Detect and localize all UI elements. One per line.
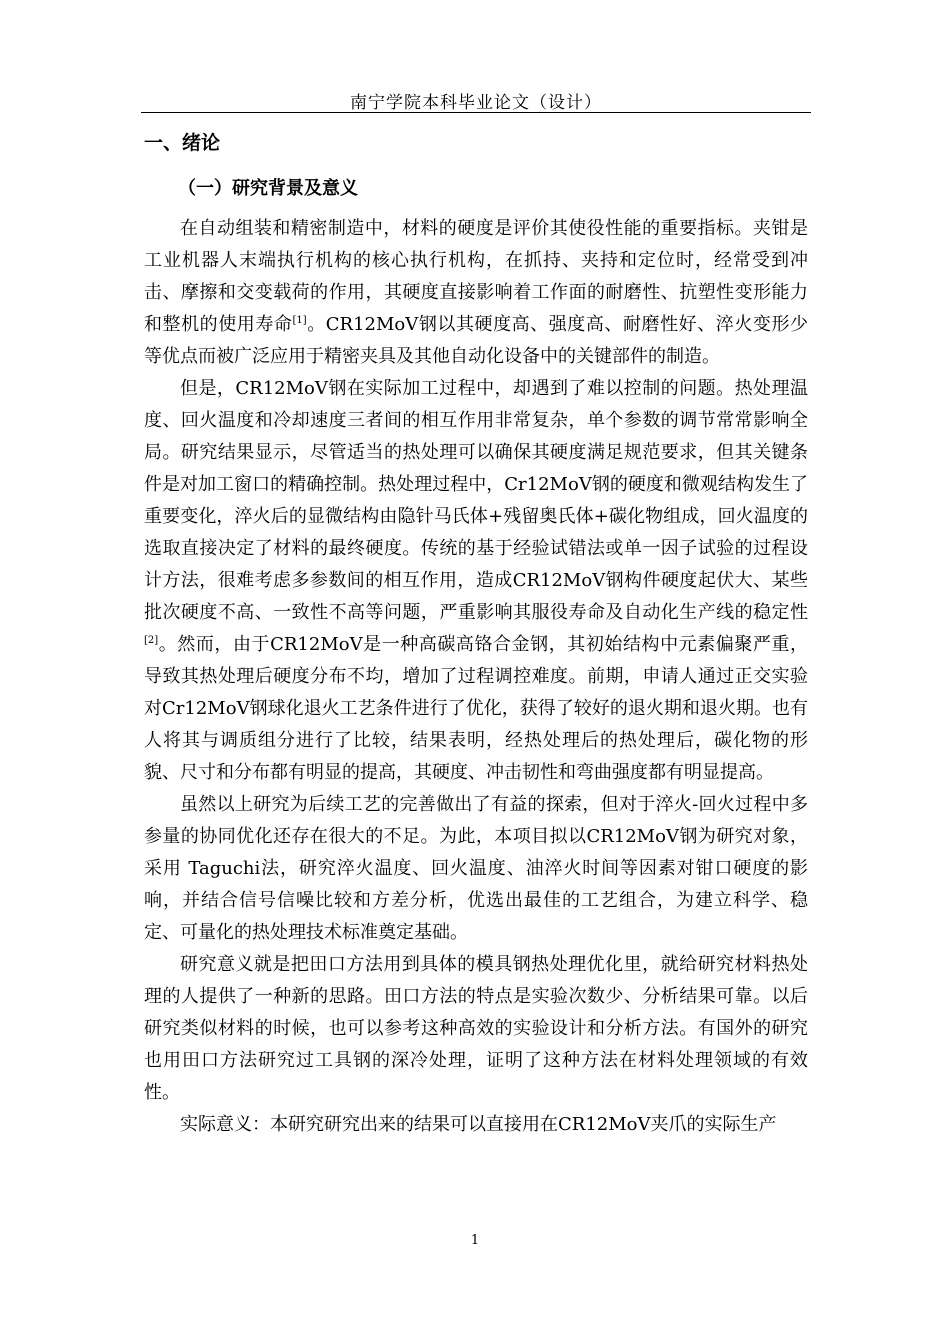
paragraph-5	[144, 1109, 808, 1141]
header-divider	[141, 112, 811, 113]
citation-ref-1: [1]	[292, 315, 307, 326]
paragraph-2	[144, 373, 808, 789]
paragraph-3	[144, 789, 808, 949]
section-heading: 一、绪论	[144, 132, 221, 154]
paragraph-1	[144, 213, 808, 373]
paragraph-text: 实际意义：本研究研究出来的结果可以直接用在CR12MoV夹爪的实际生产	[180, 1114, 777, 1135]
paragraph-text: 。然而，由于CR12MoV是一种高碳高铬合金钢，其初始结构中元素偏聚严重，导致其热处理后硬度分布不均，增加了过程调控难度。前期，申请人通过正交实验对Cr12MoV钢球化退火工艺条件进行了优化，获得了较好的退火期和退火期。也有人将其与调质组分进行了比较，结果表明，经热处理后的热处理后，碳化物的形貌、尺寸和分布都有明显的提高，其硬度、冲击韧性和弯曲强度都有明显提高。	[144, 634, 808, 783]
subsection-heading: （一）研究背景及意义	[178, 178, 358, 199]
paragraph-text: 但是，CR12MoV钢在实际加工过程中，却遇到了难以控制的问题。热处理温度、回火温度和冷却速度三者间的相互作用非常复杂，单个参数的调节常常影响全局。研究结果显示，尽管适当的热处理可以确保其硬度满足规范要求，但其关键条件是对加工窗口的精确控制。热处理过程中，Cr12MoV钢的硬度和微观结构发生了重要变化，淬火后的显微结构由隐针马氏体+残留奥氏体+碳化物组成，回火温度的选取直接决定了材料的最终硬度。传统的基于经验试错法或单一因子试验的过程设计方法，很难考虑多参数间的相互作用，造成CR12MoV钢构件硬度起伏大、某些批次硬度不高、一致性不高等问题，严重影响其服役寿命及自动化生产线的稳定性	[144, 378, 808, 623]
paragraph-text: 虽然以上研究为后续工艺的完善做出了有益的探索，但对于淬火-回火过程中多参量的协同优化还存在很大的不足。为此，本项目拟以CR12MoV钢为研究对象，采用 Taguchi法，研究淬火温度、回火温度、油淬火时间等因素对钳口硬度的影响，并结合信号信噪比较和方差分析，优选出最佳的工艺组合，为建立科学、稳定、可量化的热处理技术标准奠定基础。	[144, 794, 808, 943]
body-text	[144, 213, 808, 1141]
citation-ref-2: [2]	[144, 635, 159, 646]
paragraph-4	[144, 949, 808, 1109]
paragraph-text: 在自动组装和精密制造中，材料的硬度是评价其使役性能的重要指标。夹钳是工业机器人末端执行机构的核心执行机构，在抓持、夹持和定位时，经常受到冲击、摩擦和交变载荷的作用，其硬度直接影响着工作面的耐磨性、抗塑性变形能力和整机的使用寿命	[144, 218, 808, 335]
paragraph-text: 研究意义就是把田口方法用到具体的模具钢热处理优化里，就给研究材料热处理的人提供了一种新的思路。田口方法的特点是实验次数少、分析结果可靠。以后研究类似材料的时候，也可以参考这种高效的实验设计和分析方法。有国外的研究也用田口方法研究过工具钢的深冷处理，证明了这种方法在材料处理领域的有效性。	[144, 954, 808, 1103]
paragraph-text: 。CR12MoV钢以其硬度高、强度高、耐磨性好、淬火变形少等优点而被广泛应用于精密夹具及其他自动化设备中的关键部件的制造。	[144, 314, 809, 367]
page-number: 1	[470, 1233, 480, 1248]
running-header: 南宁学院本科毕业论文（设计）	[350, 93, 602, 113]
